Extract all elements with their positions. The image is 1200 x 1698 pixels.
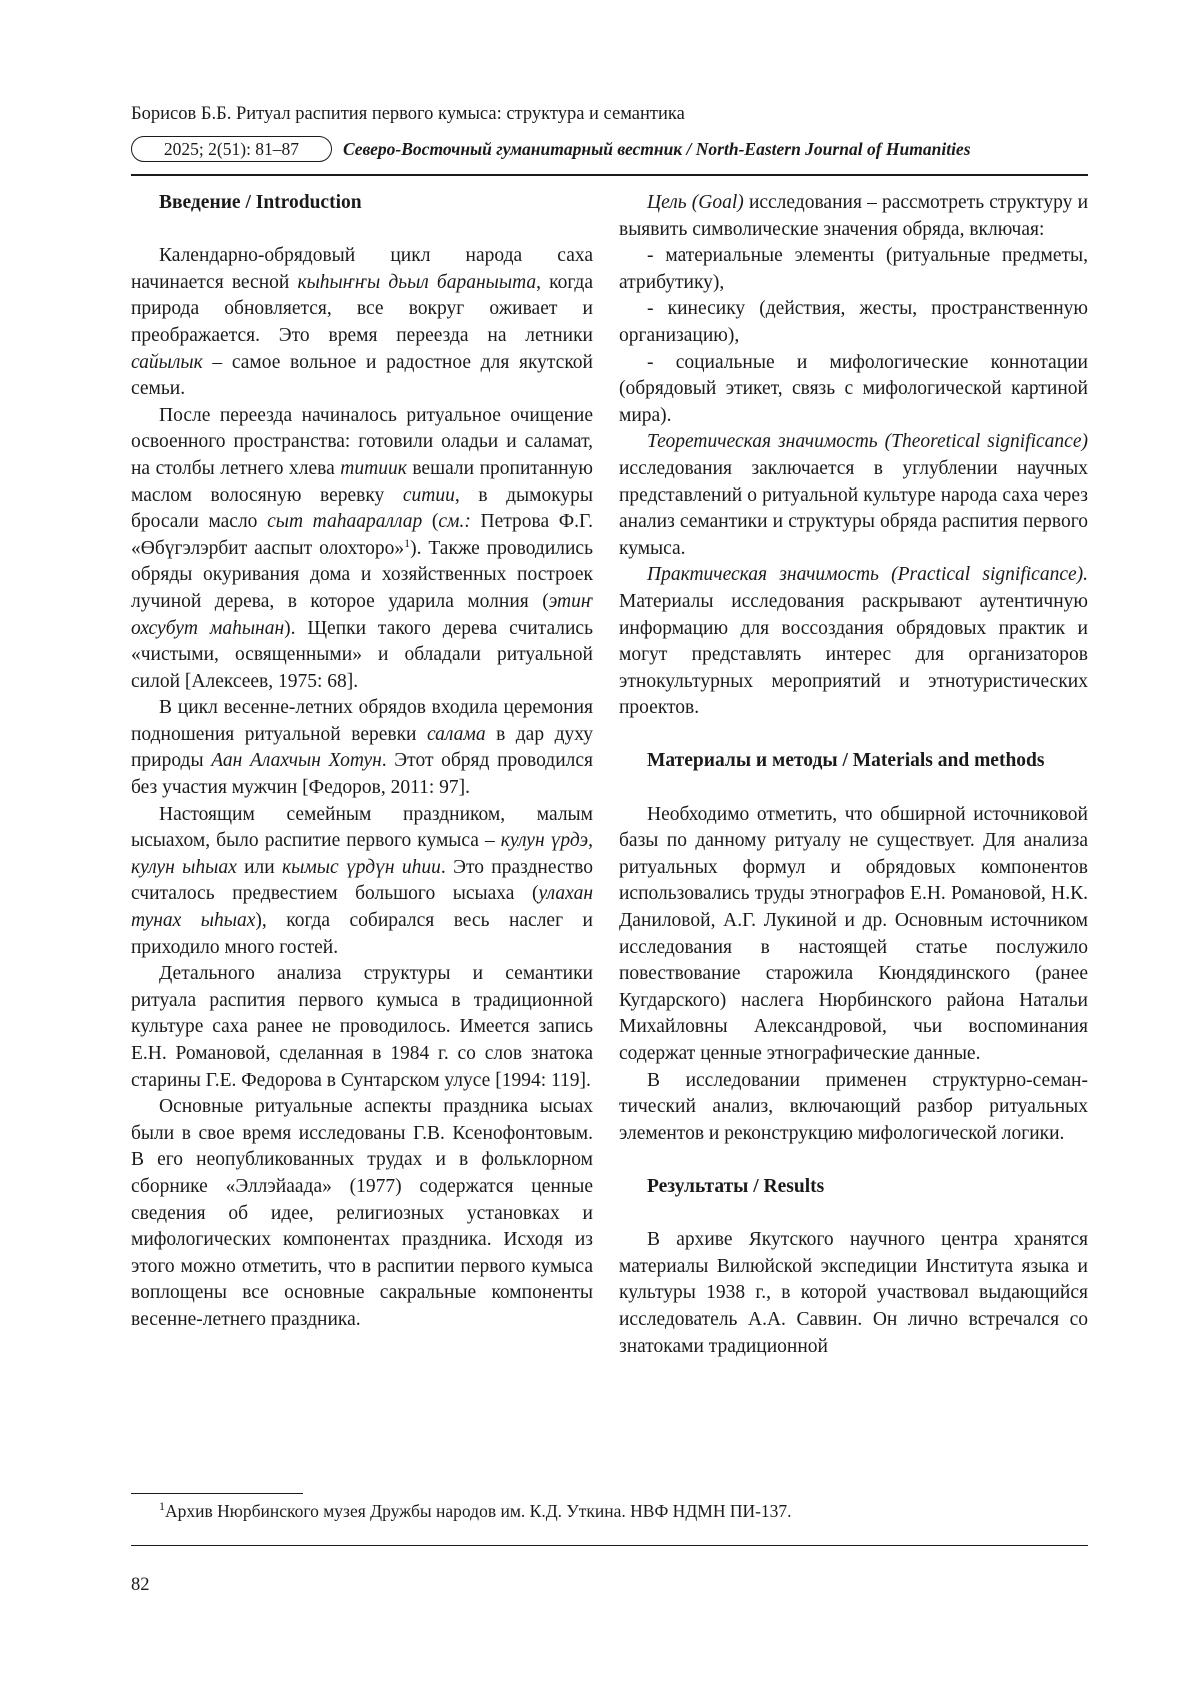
paragraph-practical: Практическая значимость (Practical significance). Материалы исследования раскрывают аутентичную информацию для воссоздания обрядовых практик и могут представлять интерес для организаторов этнокультурных мероприятий и этнотуристических проектов.: [619, 564, 1088, 719]
header-rule: [131, 174, 1088, 176]
right-column: [619, 190, 1088, 1360]
paragraph-goal: Цель (Goal) исследования – рассмотреть структуру и выявить символические значения обряда, включая:: [619, 192, 1088, 240]
paragraph: После переезда начиналось ритуальное очищение освоенного пространства: готовили оладьи и саламат, на столбы летнего хлева титиик вешали пропитанную маслом волосяную веревку ситии, в дымокуры бросали масло сыт таһаараллар (см.: Петрова Ф.Г. «Өбүгэлэрбит ааспыт олохторо»$^1$). Также проводились обряды окуривания дома и хозяйственных построек лучиной дерева, в которое ударила молния (этиҥ охсубут маһынан). Щепки такого дерева считались «чистыми, освященными» и обладали ритуальной силой [Алексеев, 1975: 68].: [131, 404, 594, 692]
paragraph: В цикл весенне-летних обрядов входила церемония подношения ритуальной веревки салама в дар духу природы Аан Алахчын Хотун. Этот обряд проводился без участия мужчин [Федоров, 2011: 97].: [131, 697, 593, 799]
paragraph: В архиве Якутского научного центра хранятся материалы Вилюйской экспедиции Института языка и культуры 1938 г., в которой участвовал выдающийся исследователь А.А. Саввин. Он лично встречался со знатоками традиционной: [619, 1229, 1088, 1357]
page-number: 82: [131, 1575, 150, 1595]
paragraph: Настоящим семейным праздником, малым ысыахом, было распитие первого кумыса – кулун үрдэ, кулун ыһыах или кымыс үрдүн иһии. Это празднество считалось предвестием большого ысыаха (улахан тунах ыһыах), когда собирался весь наслег и приходило много гостей.: [131, 803, 593, 958]
issue-badge: 2025; 2(51): 81–87: [131, 136, 332, 162]
footnote: [131, 1500, 1091, 1522]
footnote-ref[interactable]: 1: [404, 535, 411, 550]
list-item: - кинесику (действия, жесты, пространственную организацию),: [619, 298, 1088, 346]
paragraph: Необходимо отметить, что обширной источниковой базы по данному ритуалу не существует. Для анализа ритуальных формул и обрядовых компонентов использовались труды этнографов Е.Н. Романовой, Н.К. Даниловой, А.Г. Лукиной и др. Основным источником исследования в настоящей статье послужило повествование старожила Кюндядинского (ранее Кугдарского) наслега Нюрбинского района Натальи Михайловны Александровой, чьи воспоминания содержат ценные этнографические данные.: [619, 803, 1088, 1064]
footnote-text: Архив Нюрбинского музея Дружбы народов им. К.Д. Уткина. НВФ НДМН ПИ-137.: [165, 1501, 792, 1521]
paragraph: Основные ритуальные аспекты праздника ысыах были в свое время исследованы Г.В. Ксенофонтовым. В его неопубликованных трудах и в фольклорном сборнике «Эллэйаада» (1977) содержатся ценные сведения об идее, религиозных установках и мифологических компонентах праздника. Исходя из этого можно отметить, что в распитии первого кумыса воплощены все основные сакральные компоненты весенне-летнего праздника.: [131, 1096, 593, 1330]
running-title: Борисов Б.Б. Ритуал распития первого кумыса: структура и семантика: [131, 104, 685, 124]
heading-results: Результаты / Results: [647, 1175, 825, 1197]
paragraph-theoretical: Теоретическая значимость (Theoretical significance) исследования заключается в углублении научных представлений о ритуальной культуре народа саха через анализ семантики и структуры обряда распития первого кумыса.: [619, 431, 1088, 559]
heading-methods: Материалы и методы / Materials and methods: [647, 750, 1045, 772]
journal-title: Северо-Восточный гуманитарный вестник / North-Eastern Journal of Humanities: [343, 139, 971, 159]
footnote-rule: [131, 1493, 303, 1494]
paragraph: Календарно-обрядовый цикл народа саха начинается весной кыһыҥҥы дьыл бараныыта, когда природа обновляется, все вокруг оживает и преображается. Это время переезда на летники сайылык – самое вольное и радостное для якутской семьи.: [131, 245, 593, 400]
footer-rule: [131, 1545, 1088, 1546]
heading-introduction: Введение / Introduction: [159, 192, 362, 213]
paragraph: В исследовании применен структурно-семантический анализ, включающий разбор ритуальных элементов и реконструкцию мифологической логики.: [619, 1069, 1088, 1144]
list-item: - социальные и мифологические коннотации (обрядовый этикет, связь с мифологической картиной мира).: [619, 351, 1088, 426]
list-item: - материальные элементы (ритуальные предметы, атрибутику),: [619, 245, 1088, 293]
paragraph: Детального анализа структуры и семантики ритуала распития первого кумыса в традиционной культуре саха ранее не проводилось. Имеется запись Е.Н. Романовой, сделанная в 1984 г. со слов знатока старины Г.Е. Федорова в Сунтарском улусе [1994: 119].: [131, 963, 593, 1091]
footnote-mark: 1: [159, 1499, 165, 1513]
left-column: [131, 190, 593, 1334]
